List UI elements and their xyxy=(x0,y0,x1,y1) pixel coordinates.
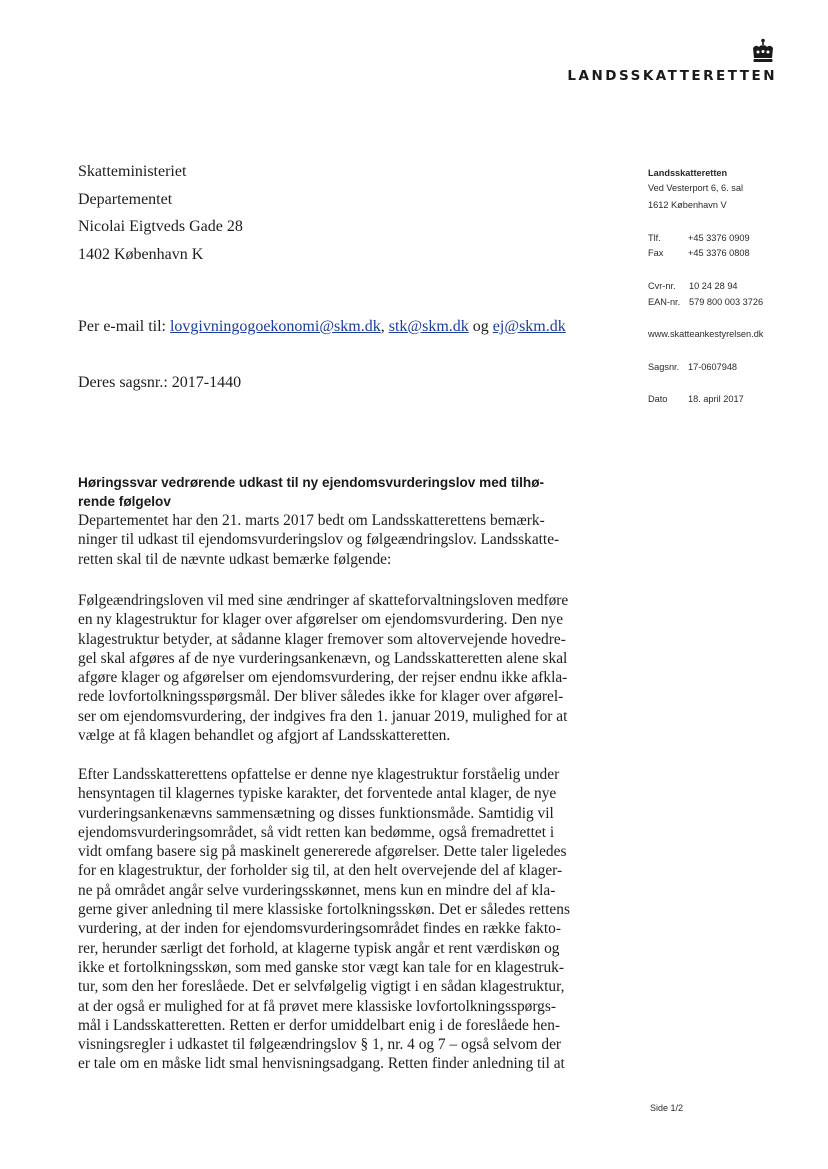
heading-line: rende følgelov xyxy=(78,493,171,509)
email-separator: , xyxy=(380,318,389,335)
letterhead-logo xyxy=(527,38,777,88)
text-line: ikke et fortolkningsskøn, som med ganske stor vægt kan tale for en klagestruk- xyxy=(78,958,564,976)
text-line: mål i Landsskatteretten. Retten er derfor umiddelbart enig i de foreslåede hen- xyxy=(78,1016,561,1034)
text-line: Følgeændringsloven vil med sine ændringer af skatteforvaltningsloven medføre xyxy=(78,592,569,609)
sidebar-website[interactable]: www.skatteankestyrelsen.dk xyxy=(648,329,764,339)
text-line: at der også er mulighed for at få prøvet mere klassiske lovfortolkningsspørgs- xyxy=(78,997,556,1015)
text-line: Efter Landsskatterettens opfattelse er denne nye klagestruktur forståelig under xyxy=(78,766,560,783)
text-line: hensyntagen til klagernes typiske karakter, det forventede antal klager, de nye xyxy=(78,785,557,803)
cvr-value: 10 24 28 94 xyxy=(689,281,738,291)
body-paragraph-2 xyxy=(78,765,608,1074)
ean-label: EAN-nr. xyxy=(648,297,681,307)
page-number: Side 1/2 xyxy=(650,1103,684,1113)
sidebar-phone xyxy=(648,231,750,246)
text-line: gerne giver anledning til mere klassiske fortolkningsskøn. Det er således rettens xyxy=(78,901,570,919)
text-line: retten skal til de nævnte udkast bemærke følgende: xyxy=(78,550,392,568)
sidebar-address-line: 1612 København V xyxy=(648,200,727,210)
text-line: gel skal afgøres af de nye vurderingsankenævn, og Landsskatteretten alene skal xyxy=(78,649,568,667)
ean-value: 579 800 003 3726 xyxy=(689,297,764,307)
recipient-line: Nicolai Eigtveds Gade 28 xyxy=(78,218,243,235)
cvr-label: Cvr-nr. xyxy=(648,281,676,291)
phone-label: Tlf. xyxy=(648,233,661,243)
recipient-line: Skatteministeriet xyxy=(78,163,187,180)
email-link-stk[interactable]: stk@skm.dk xyxy=(388,318,469,335)
text-line: vidt omfang basere sig på maskinelt genererede afgørelser. Dette taler ligeledes xyxy=(78,843,567,861)
text-line: en ny klagestruktur for klager over afgørelser om ejendomsvurdering. Den nye xyxy=(78,611,564,629)
email-link-lovgivning[interactable]: lovgivningogoekonomi@skm.dk xyxy=(169,318,381,335)
sidebar-ean xyxy=(648,295,763,310)
sagsnr-value: 17-0607948 xyxy=(688,362,738,372)
intro-paragraph xyxy=(78,511,608,569)
email-line xyxy=(78,316,566,338)
text-line: klagestruktur betyder, at sådanne klager fremover som altovervejende hovedre- xyxy=(78,630,566,648)
email-link-ej[interactable]: ej@skm.dk xyxy=(492,318,566,335)
fax-label: Fax xyxy=(648,248,664,258)
sagsnr-label: Sagsnr. xyxy=(648,362,680,372)
text-line: afgøre klager og afgørelser om ejendomsvurdering, der rejser endnu ikke afkla- xyxy=(78,669,568,687)
text-line: ninger til udkast til ejendomsvurderingslov og følgeændringslov. Landsskatte- xyxy=(78,531,560,549)
crown-icon xyxy=(749,38,777,66)
letter-heading xyxy=(78,474,618,511)
email-separator: og xyxy=(468,318,493,335)
text-line: visningsregler i udkastet til følgeændringslov § 1, nr. 4 og 7 – også selvom der xyxy=(78,1036,562,1054)
text-line: Departementet har den 21. marts 2017 bedt om Landsskatterettens bemærk- xyxy=(78,512,545,529)
text-line: rede lovfortolkningsspørgsmål. Der bliver således ikke for klager over afgørel- xyxy=(78,688,564,706)
recipient-line: Departementet xyxy=(78,190,173,208)
sidebar-cvr xyxy=(648,279,738,294)
recipient-address xyxy=(78,158,243,268)
sidebar-case-number xyxy=(648,360,737,375)
text-line: tur, som den her foreslåede. Det er selvfølgelig vigtigt i en sådan klagestruktur, xyxy=(78,978,565,996)
text-line: for en klagestruktur, der forholder sig til, at den helt overvejende del af klager- xyxy=(78,862,563,880)
text-line: vurdering, at der inden for ejendomsvurderingsområdet findes en række fakto- xyxy=(78,920,561,938)
recipient-line: 1402 København K xyxy=(78,245,204,263)
logo-wordmark: LANDSSKATTERETTEN xyxy=(567,68,777,84)
text-line: ejendomsvurderingsområdet, så vidt retten kan bedømme, også fremadrettet i xyxy=(78,823,555,841)
text-line: ser om ejendomsvurdering, der indgives fra den 1. januar 2019, mulighed for at xyxy=(78,707,568,725)
text-line: vælge at få klagen behandlet og afgjort af Landsskatteretten. xyxy=(78,727,451,745)
fax-value: +45 3376 0808 xyxy=(688,248,750,258)
email-prefix: Per e-mail til: xyxy=(78,318,170,335)
text-line: rer, herunder særligt det forhold, at klagerne typisk angår et rent værdiskøn og xyxy=(78,939,560,957)
text-line: er tale om en måske lidt smal henvisningsadgang. Retten finder anledning til at xyxy=(78,1055,565,1073)
sidebar-date xyxy=(648,392,744,407)
case-reference: Deres sagsnr.: 2017-1440 xyxy=(78,374,242,391)
sidebar-org-name: Landsskatteretten xyxy=(648,168,728,178)
phone-value: +45 3376 0909 xyxy=(688,233,750,243)
heading-line: Høringssvar vedrørende udkast til ny ejendomsvurderingslov med tilhø- xyxy=(78,475,545,490)
text-line: ne på området angår selve vurderingsskønnet, mens kun en mindre del af kla- xyxy=(78,881,556,899)
date-label: Dato xyxy=(648,394,668,404)
body-paragraph-1 xyxy=(78,591,608,745)
sidebar-address-line: Ved Vesterport 6, 6. sal xyxy=(648,183,743,193)
text-line: vurderingsankenævns sammensætning og disses funktionsmåde. Samtidig vil xyxy=(78,804,554,822)
sidebar-fax xyxy=(648,246,750,261)
date-value: 18. april 2017 xyxy=(688,394,744,404)
